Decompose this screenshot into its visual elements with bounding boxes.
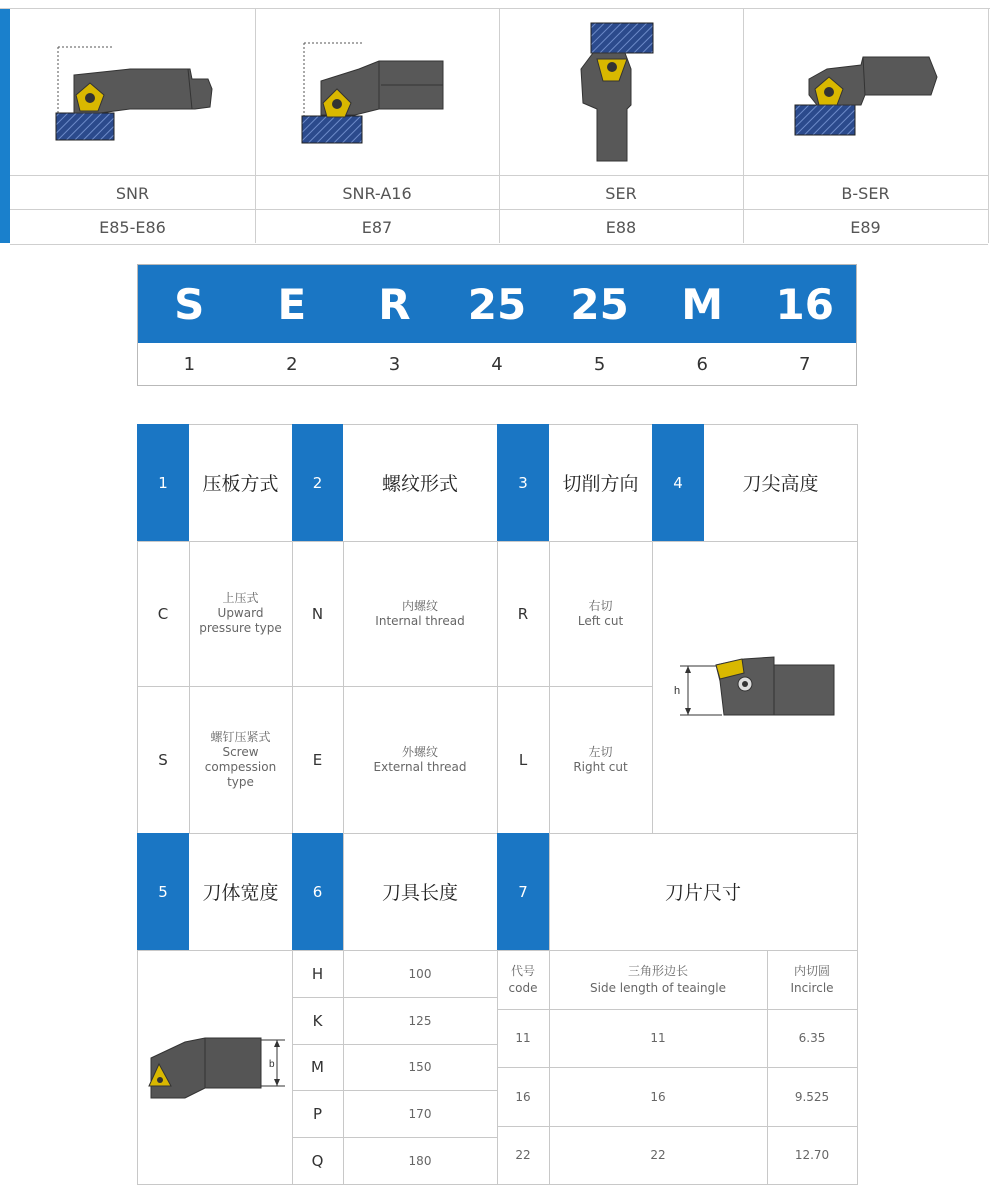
option-cn: 左切 bbox=[588, 744, 613, 759]
option-en: Screw compession type bbox=[204, 744, 277, 789]
insert-side: 11 bbox=[650, 1031, 666, 1045]
code-position: 1 bbox=[183, 354, 196, 375]
option-symbol: E bbox=[312, 750, 323, 769]
length-value: 180 bbox=[408, 1153, 432, 1168]
param-title: 刀体宽度 bbox=[202, 882, 279, 904]
option-symbol: S bbox=[158, 750, 168, 769]
grid-line bbox=[857, 424, 858, 1185]
option-description bbox=[189, 541, 292, 686]
option-cn: 内螺纹 bbox=[401, 598, 438, 613]
header-en: Incircle bbox=[790, 980, 834, 995]
length-value: 170 bbox=[408, 1106, 432, 1121]
param-number: 4 bbox=[652, 424, 704, 541]
insert-incircle: 6.35 bbox=[798, 1031, 826, 1045]
dimension-label: h bbox=[674, 685, 681, 697]
tool-type-code: E89 bbox=[743, 209, 988, 245]
option-description bbox=[343, 686, 497, 833]
code-position: 6 bbox=[696, 354, 708, 375]
option-description bbox=[189, 686, 292, 833]
code-letter: 25 bbox=[467, 279, 527, 329]
insert-side: 16 bbox=[650, 1089, 666, 1104]
insert-code: 11 bbox=[515, 1031, 531, 1045]
tool-type-name: SNR-A16 bbox=[255, 175, 499, 210]
insert-header-side bbox=[549, 950, 767, 1009]
tool-type-name: SER bbox=[499, 175, 743, 210]
tool-type-code: E88 bbox=[499, 209, 743, 245]
option-cn: 上压式 bbox=[222, 591, 259, 605]
tip-height-diagram bbox=[652, 541, 857, 833]
param-title: 刀片尺寸 bbox=[664, 882, 741, 904]
insert-header-code bbox=[497, 950, 549, 1009]
param-title: 刀具长度 bbox=[381, 882, 458, 904]
snr-a16-tool-illustration bbox=[255, 9, 499, 174]
insert-code: 16 bbox=[515, 1089, 531, 1104]
code-letter: M bbox=[681, 279, 724, 329]
dimension-label: b bbox=[269, 1059, 275, 1070]
tool-type-b-ser bbox=[743, 9, 989, 243]
param-number: 7 bbox=[497, 833, 549, 950]
option-symbol: N bbox=[311, 604, 324, 623]
option-cn: 螺钉压紧式 bbox=[210, 729, 271, 744]
option-symbol: C bbox=[157, 604, 169, 623]
length-code: H bbox=[311, 964, 324, 983]
option-description bbox=[549, 686, 652, 833]
tool-type-ser bbox=[499, 9, 744, 243]
length-code: P bbox=[312, 1104, 323, 1123]
header-cn: 内切圆 bbox=[793, 963, 830, 978]
tool-type-snr-a16 bbox=[255, 9, 500, 243]
length-code: K bbox=[312, 1011, 323, 1030]
snr-tool-illustration bbox=[10, 9, 255, 174]
body-width-diagram bbox=[137, 950, 292, 1185]
option-en: Right cut bbox=[573, 759, 628, 774]
designation-letters bbox=[138, 265, 856, 343]
insert-code: 22 bbox=[515, 1148, 531, 1162]
header-en: code bbox=[508, 980, 538, 995]
code-letter: 16 bbox=[775, 279, 834, 329]
accent-bar bbox=[0, 9, 10, 243]
option-symbol: L bbox=[518, 750, 528, 769]
param-title: 压板方式 bbox=[202, 473, 279, 495]
code-letter: R bbox=[378, 279, 411, 329]
code-position: 4 bbox=[491, 354, 503, 375]
option-en: External thread bbox=[373, 759, 467, 774]
tool-type-code: E85-E86 bbox=[10, 209, 255, 245]
length-value: 125 bbox=[408, 1013, 432, 1028]
param-number: 2 bbox=[292, 424, 343, 541]
tool-type-name: SNR bbox=[10, 175, 255, 210]
param-number: 6 bbox=[292, 833, 343, 950]
option-symbol: R bbox=[517, 604, 529, 623]
header-en: Side length of teaingle bbox=[590, 980, 726, 995]
b-ser-tool-illustration bbox=[743, 9, 988, 174]
param-number: 1 bbox=[137, 424, 189, 541]
code-position: 7 bbox=[799, 354, 811, 375]
param-title: 螺纹形式 bbox=[381, 473, 458, 495]
length-code: M bbox=[311, 1058, 324, 1076]
option-description bbox=[343, 541, 497, 686]
code-letter: E bbox=[277, 279, 307, 329]
option-en: Left cut bbox=[577, 613, 624, 628]
param-number: 5 bbox=[137, 833, 189, 950]
designation-code bbox=[137, 264, 857, 386]
code-letter: S bbox=[174, 279, 205, 329]
param-title: 刀尖高度 bbox=[742, 473, 819, 495]
insert-side: 22 bbox=[650, 1148, 666, 1162]
header-cn: 代号 bbox=[510, 963, 535, 978]
length-value: 150 bbox=[408, 1060, 432, 1074]
header-cn: 三角形边长 bbox=[627, 963, 688, 978]
option-description bbox=[549, 541, 652, 686]
code-letter: 25 bbox=[570, 279, 629, 329]
tool-type-code: E87 bbox=[255, 209, 499, 245]
option-en: Internal thread bbox=[375, 613, 465, 628]
code-position: 2 bbox=[286, 354, 298, 375]
designation-numbers bbox=[138, 343, 856, 386]
ser-tool-illustration bbox=[499, 9, 743, 174]
code-position: 5 bbox=[593, 354, 606, 375]
length-value: 100 bbox=[408, 966, 432, 981]
tool-type-name: B-SER bbox=[743, 175, 988, 210]
code-position: 3 bbox=[388, 354, 401, 375]
tool-type-strip bbox=[0, 8, 990, 243]
insert-incircle: 9.525 bbox=[794, 1089, 830, 1104]
param-number: 3 bbox=[497, 424, 549, 541]
tool-type-snr bbox=[10, 9, 256, 243]
length-code: Q bbox=[311, 1151, 324, 1170]
insert-header-incircle bbox=[767, 950, 857, 1009]
option-cn: 右切 bbox=[588, 598, 613, 613]
option-en: Upward pressure type bbox=[199, 606, 282, 635]
option-cn: 外螺纹 bbox=[401, 744, 438, 759]
insert-incircle: 12.70 bbox=[794, 1148, 830, 1162]
param-title: 切削方向 bbox=[562, 473, 639, 495]
